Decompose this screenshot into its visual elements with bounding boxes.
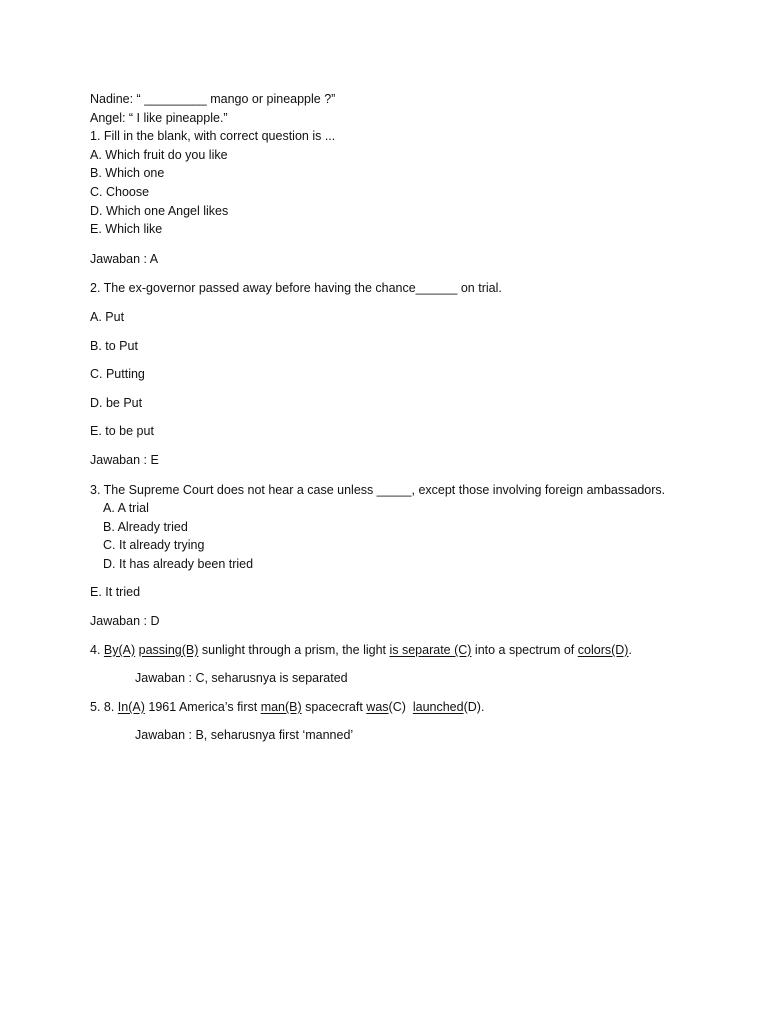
question-number: 5. 8. <box>90 699 118 714</box>
text-segment: . <box>628 642 632 657</box>
option-e: E. to be put <box>90 424 154 439</box>
option-d: D. be Put <box>90 395 143 410</box>
answer: Jawaban : D <box>90 614 160 629</box>
question-text: 2. The ex-governor passed away before having the chance______ on trial. <box>90 281 502 296</box>
question-1 <box>90 127 730 268</box>
text-segment: into a spectrum of <box>471 642 578 657</box>
question-text <box>90 698 730 717</box>
intro-dialogue <box>90 90 730 127</box>
question-4 <box>90 641 730 688</box>
option-c: C. Putting <box>90 367 145 382</box>
option-a: A. Which fruit do you like <box>90 147 228 162</box>
option-a: A. A trial <box>103 501 149 516</box>
question-5 <box>90 698 730 745</box>
answer: Jawaban : A <box>90 251 159 266</box>
underlined-part-a: By(A) <box>103 642 136 657</box>
answer: Jawaban : C, seharusnya is separated <box>135 671 348 686</box>
dialogue-angel: Angel: “ I like pineapple.” <box>90 110 228 125</box>
text-segment: spacecraft <box>301 699 367 714</box>
document-page <box>90 90 730 745</box>
underlined-part-b: man(B) <box>260 699 302 714</box>
text-segment: 1961 America’s first <box>144 699 261 714</box>
answer: Jawaban : E <box>90 452 159 467</box>
question-number: 4. <box>90 642 104 657</box>
question-3 <box>90 481 730 631</box>
underlined-part-c: was <box>366 699 389 714</box>
underlined-part-d: launched <box>412 699 464 714</box>
answer: Jawaban : B, seharusnya first ‘manned’ <box>135 728 354 743</box>
option-b: B. Which one <box>90 166 165 181</box>
option-e: E. It tried <box>90 585 141 600</box>
option-c: C. Choose <box>90 184 150 199</box>
option-b: B. Already tried <box>103 519 188 534</box>
question-text <box>90 641 730 660</box>
text-segment: (C) <box>388 699 413 714</box>
option-e: E. Which like <box>90 222 163 237</box>
underlined-part-a: In(A) <box>117 699 145 714</box>
question-2 <box>90 279 730 469</box>
option-d: D. Which one Angel likes <box>90 203 229 218</box>
text-segment: (D). <box>463 699 485 714</box>
option-d: D. It has already been tried <box>103 556 254 571</box>
underlined-part-d: colors(D) <box>577 642 629 657</box>
underlined-part-b: passing(B) <box>138 642 199 657</box>
text-segment: sunlight through a prism, the light <box>198 642 390 657</box>
option-a: A. Put <box>90 309 125 324</box>
question-text: 3. The Supreme Court does not hear a case unless _____, except those involving foreign ambassadors. <box>90 482 666 497</box>
option-c: C. It already trying <box>103 538 205 553</box>
question-text: 1. Fill in the blank, with correct question is ... <box>90 129 336 144</box>
option-b: B. to Put <box>90 338 138 353</box>
dialogue-nadine: Nadine: “ _________ mango or pineapple ?” <box>90 92 336 106</box>
underlined-part-c: is separate (C) <box>389 642 472 657</box>
